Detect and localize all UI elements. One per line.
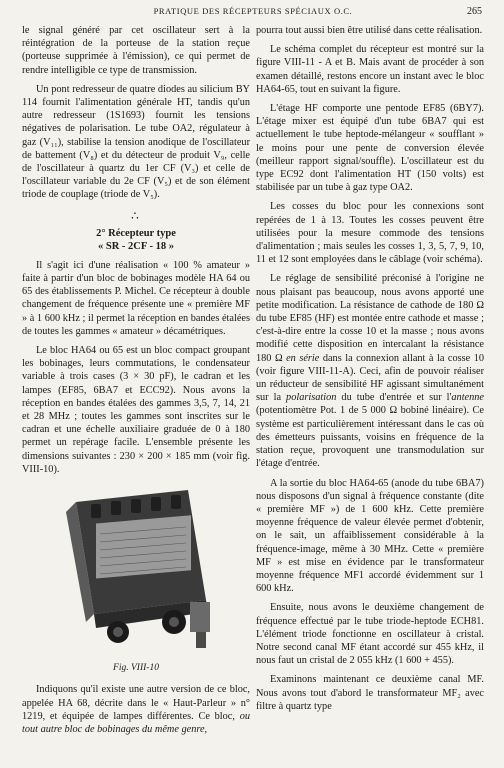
paragraph: Il s'agit ici d'une réalisation « 100 % amateur » faite à partir d'un bloc de bobinages modèle HA 64 ou 65 des établissements P. Michel. Ce récepteur à double changement de fréquence présente une « première MF » à 1 600 kHz ; il permet la réception en bandes étalées de toutes les gammes « amateur » décamétriques. bbox=[22, 259, 250, 337]
section-separator: ∴ bbox=[131, 208, 141, 223]
emphasis-text: polarisation bbox=[286, 392, 337, 404]
paragraph: pourra tout aussi bien être utilisé dans cette réalisation. bbox=[256, 25, 483, 36]
running-title: PRATIQUE DES RÉCEPTEURS SPÉCIAUX O.C. bbox=[153, 6, 353, 16]
paragraph: Les cosses du bloc pour les connexions sont repérées de 1 à 13. Toutes les cosses peuvent être utilisées pour la mesure commode des tensions d'alimentation ; mais seules les cosses 1, 3, 5, 7, 9, 10, 11 et 12 sont employées dans le câblage (voir schéma). bbox=[256, 201, 484, 266]
paragraph: Le bloc HA64 ou 65 est un bloc compact groupant les bobinages, leurs commutations, le condensateur variable à trois cases (3 × 30 pF), le cadran et les lampes (EF85, 6BA7 et ECC92). Nous avons la réception en bandes étalées des gammes 3,5, 7, 14, 21 et 28 MHz ; toutes les gammes sont inscrites sur le cadran et une échelle auxiliaire graduée de 0 à 180 permet un repérage facile. L'ensemble présente les dimensions suivantes : 230 × 200 × 185 mm (voir fig. VIII-10). bbox=[22, 345, 250, 475]
coil-block-photo bbox=[56, 482, 216, 660]
paragraph bbox=[256, 272, 484, 470]
figure-caption: Fig. VIII-10 bbox=[113, 663, 159, 674]
paragraph: A la sortie du bloc HA64-65 (anode du tube 6BA7) nous disposons d'un signal à fréquence constante (dite « première MF ») de 1 600 kHz. Cette première moyenne fréquence de valeur élevée permet d'obtenir, on le sait, un affaiblissement considérable à la fréquence-image, même à 30 MHz. Cette « première MF » est mise en évidence par le transformateur moyenne fréquence MF1 accordé évidemment sur 1 600 kHz. bbox=[256, 477, 484, 595]
emphasis-text: en série bbox=[286, 352, 320, 364]
text-run: Le réglage de sensibilité préconisé à l'origine ne nous plaisant pas beaucoup, nous avons apporté une petite modification. La résistance de cathode de 180 Ω du tube EF85 (HF) est montée entre cathode et masse ; c'est-à-dire entre la cosse 10 et la masse ; nous avons modifié cette disposition en intercalant la résistance 180 Ω bbox=[256, 273, 484, 364]
paragraph bbox=[22, 683, 250, 736]
text-run: Indiquons qu'il existe une autre version de ce bloc, appelée HA 68, décrite dans le « Haut-Parleur » n° 1219, et équipée de lampes différentes. Ce bloc, bbox=[22, 684, 250, 722]
page-number: 265 bbox=[467, 6, 482, 17]
paragraph: L'étage HF comporte une pentode EF85 (6BY7). L'étage mixer est équipé d'un tube 6BA7 qui est actuellement le tube heptode-mélangeur « soufflant » le moins pour une pente de conversion élevée (meilleur rapport signal/souffle). L'oscillateur est du type EC92 dont l'alimentation HT (150 volts) est stabilisée par un tube à gaz type OA2. bbox=[256, 103, 484, 194]
section-heading-line1: 2° Récepteur type bbox=[96, 227, 176, 239]
text-run: (potentiomètre Pot. 1 de 5 000 Ω bobiné linéaire). Ce système est particulièrement intéressant dans le cas où des émetteurs puissants, voisins en fréquence de la station reçue, provoquent une transmodulation sur l'étage d'entrée. bbox=[256, 405, 484, 470]
paragraph: le signal généré par cet oscillateur sert à la réintégration de la porteuse de la station reçue (porteuse supprimée à l'émission), ce qui permet de rendre intelligible ce type de transmission. bbox=[22, 25, 250, 76]
paragraph: Ensuite, nous avons le deuxième changement de fréquence effectué par le tube triode-heptode ECH81. L'élément triode fonctionne en oscillateur à cristal. Notre second canal MF étant accordé sur 455 kHz, il nous faut un cristal de 2 055 kHz (1 600 + 455). bbox=[256, 602, 484, 667]
section-heading-line2: « SR - 2CF - 18 » bbox=[97, 240, 175, 252]
emphasis-text: ou tout autre bloc de bobinages du même genre, bbox=[22, 710, 250, 735]
emphasis-text: antenne bbox=[451, 392, 484, 404]
left-column bbox=[22, 24, 250, 742]
section-heading bbox=[22, 227, 250, 253]
page-header bbox=[24, 6, 482, 20]
paragraph: Un pont redresseur de quatre diodes au silicium BY 114 fournit l'alimentation générale HT, tandis qu'un autre redresseur (1S1693) fournit les tensions négatives de polarisation. Le tube OA2, régulateur à gaz (V₁₁), stabilise la tension anodique de l'oscillateur de battement (V₈) et du détecteur de produit V₉, celle de l'oscillateur à quartz du 1er CF (V₃) et celle de l'oscillateur variable du 2e CF (V₅) et de son élément triode de couplage (triode de V₅). bbox=[22, 83, 250, 201]
paragraph: Examinons maintenant ce deuxième canal MF. Nous avons tout d'abord le transformateur MF₂ avec filtre à quartz type bbox=[256, 674, 484, 712]
right-column bbox=[256, 24, 484, 719]
text-run: du tube d'entrée et sur l' bbox=[336, 392, 452, 404]
paragraph: Le schéma complet du récepteur est montré sur la figure VIII-11 - A et B. Mais avant de procéder à son examen détaillé, restons encore un instant avec le bloc HA64-65, tout en suivant la figure. bbox=[256, 44, 484, 95]
text-run: dans la connexion allant à la cosse 10 (voir figure VIII-11-A). Ceci, afin de pouvoir réaliser un réducteur de sensibilité HF agissant simultanément sur la bbox=[256, 352, 485, 404]
